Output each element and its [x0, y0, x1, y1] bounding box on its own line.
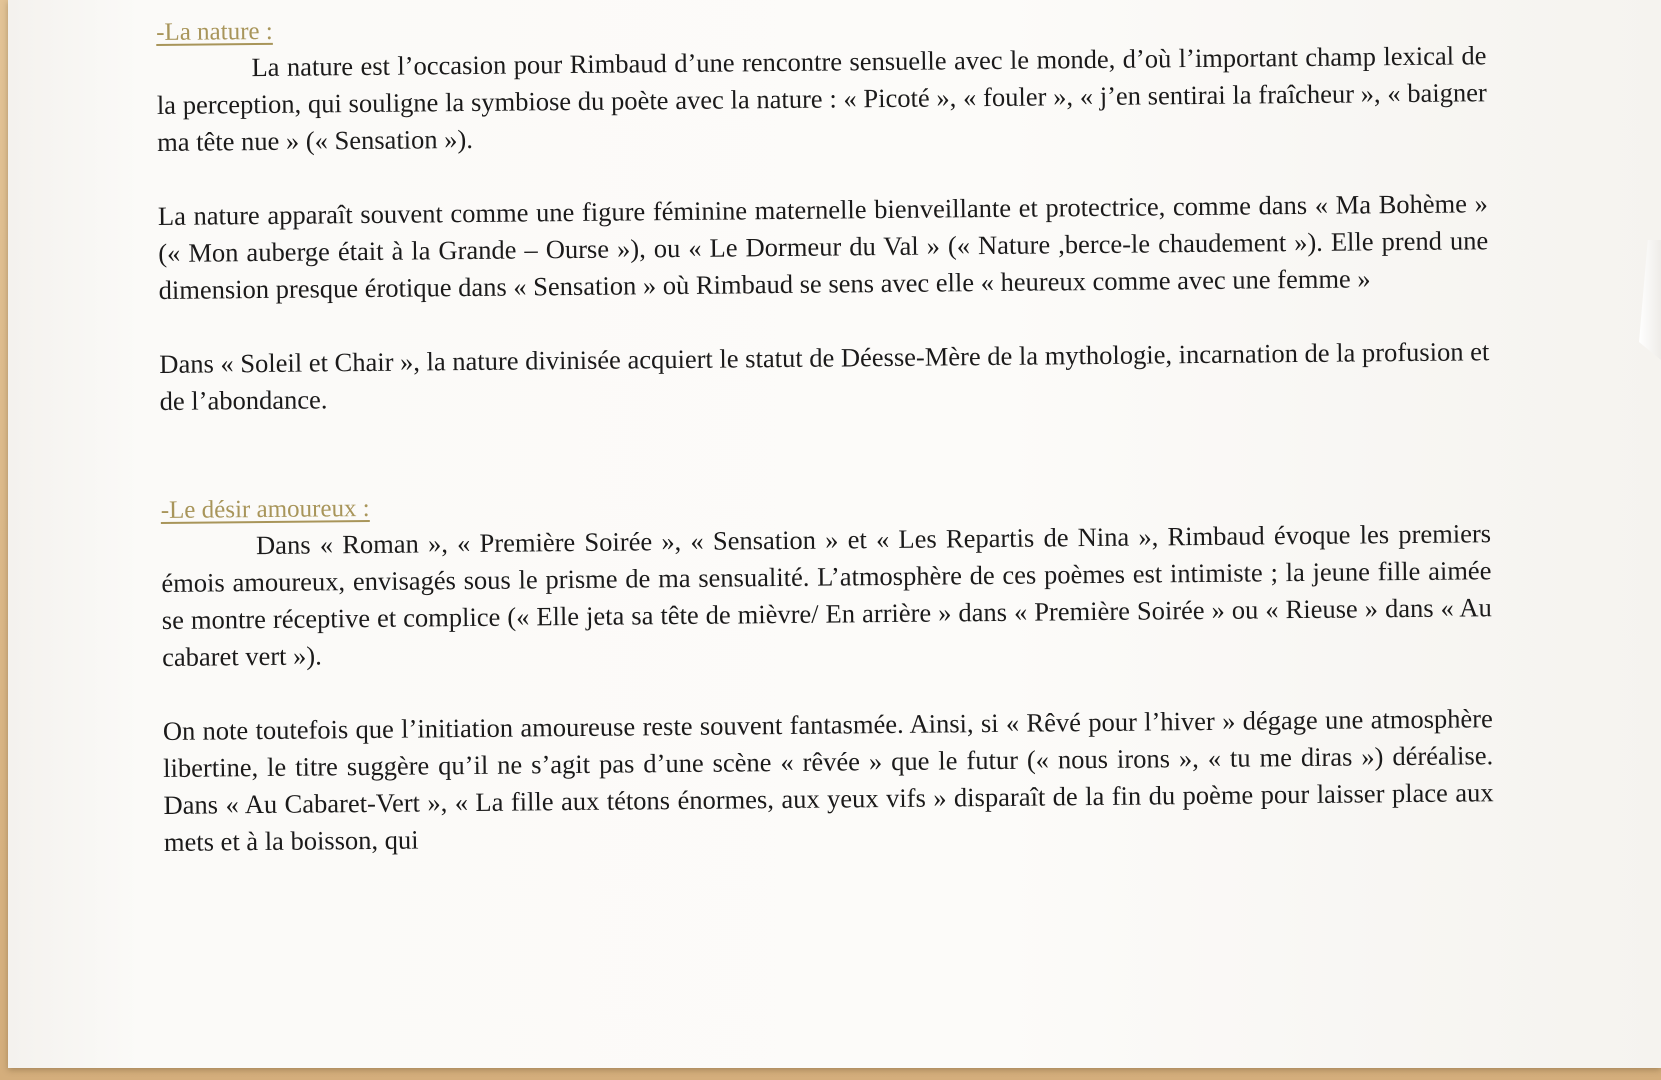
paragraph-desir-1: Dans « Roman », « Première Soirée », « Sensation » et « Les Repartis de Nina », Rimbaud évoque les premiers émois amoureux, envisagés sous le prisme de ma sensualité. L’atmosphère de ces poèmes est intimiste ; la jeune fille aimée se montre réceptive et complice (« Elle jeta sa tête de mièvre/ En arrière » dans « Première Soirée » ou « Rieuse » dans « Au cabaret vert »).: [161, 518, 1492, 672]
document-body: [156, 3, 1494, 861]
section-gap: [160, 407, 1491, 494]
paragraph-nature-2: La nature apparaît souvent comme une figure féminine maternelle bienveillante et protectrice, comme dans « Ma Bohème » (« Mon auberge était à la Grande – Ourse »), ou « Le Dormeur du Val » (« Nature ,berce-le chaudement »). Elle prend une dimension presque érotique dans « Sensation » où Rimbaud se sens avec elle « heureux comme avec une femme »: [157, 188, 1489, 305]
paragraph-desir-2: On note toutefois que l’initiation amoureuse reste souvent fantasmée. Ainsi, si « Rêvé pour l’hiver » dégage une atmosphère libertine, le titre suggère qu’il ne s’agit pas d’une scène « rêvée » que le futur (« nous irons », « tu me diras ») déréalise. Dans « Au Cabaret-Vert », « La fille aux tétons énormes, aux yeux vifs » disparaît de la fin du poème pour laisser place aux mets et à la boisson, qui: [162, 703, 1494, 857]
section-heading-nature: -La nature :: [156, 17, 273, 46]
paper-sheet: [8, 0, 1661, 1068]
section-desir-amoureux: [161, 481, 1494, 861]
section-nature: [156, 3, 1490, 420]
paper-fold-edge: [1639, 240, 1661, 360]
section-heading-desir-amoureux: -Le désir amoureux :: [160, 494, 370, 524]
paragraph-nature-1: La nature est l’occasion pour Rimbaud d’une rencontre sensuelle avec le monde, d’où l’important champ lexical de la perception, qui souligne la symbiose du poète avec la nature : « Picoté », « fouler », « j’en sentirai la fraîcheur », « baigner ma tête nue » (« Sensation »).: [156, 40, 1487, 157]
paragraph-nature-3: Dans « Soleil et Chair », la nature divinisée acquiert le statut de Déesse-Mère de la mythologie, incarnation de la profusion et de l’abondance.: [159, 336, 1490, 416]
